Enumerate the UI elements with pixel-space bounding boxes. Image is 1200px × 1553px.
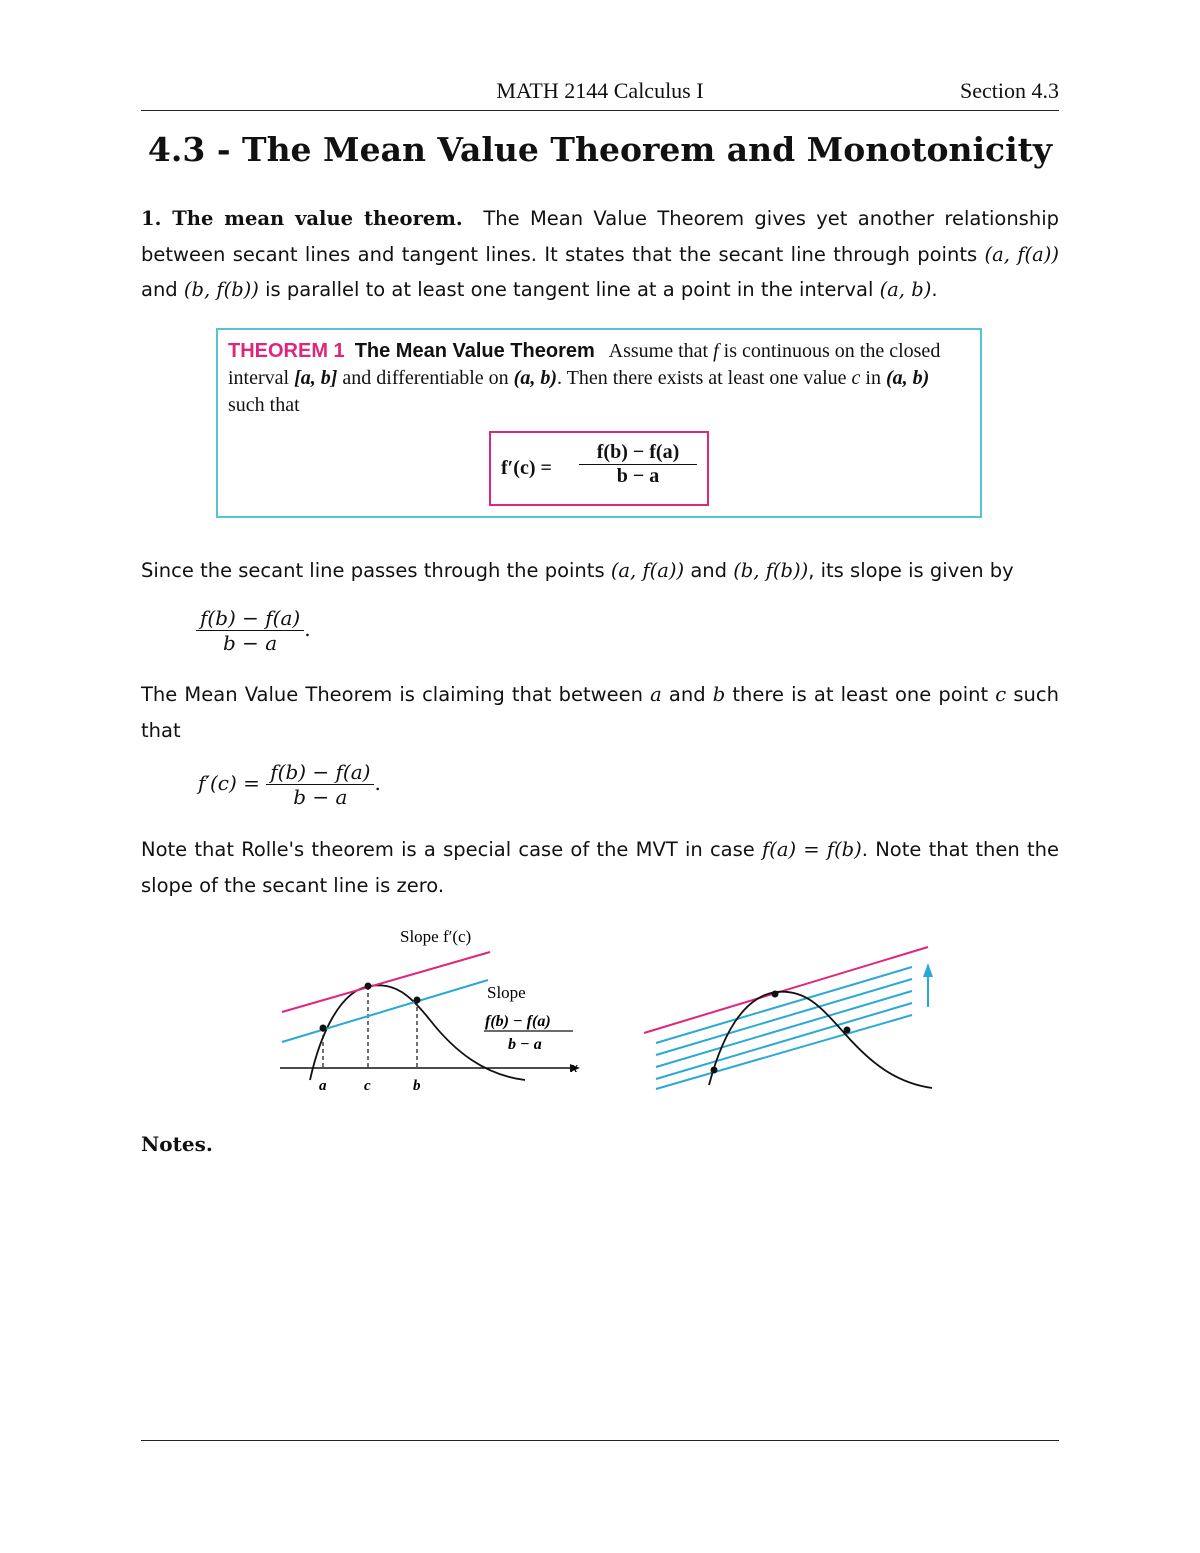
theorem-c: c — [851, 367, 861, 389]
intro-text-3: is parallel to at least one tangent line at a point in the interval — [265, 278, 874, 301]
footer-rule — [141, 1440, 1059, 1441]
x-axis-label: x — [571, 1060, 578, 1076]
slope-numerator: f(b) − f(a) — [196, 606, 304, 631]
tangent-line — [282, 952, 490, 1012]
rolle-text-2: . Note that then the slope of the secant line is zero. — [141, 838, 1059, 897]
page-title: 4.3 - The Mean Value Theorem and Monotonicity — [147, 130, 1053, 169]
theorem-formula-box — [489, 431, 709, 506]
mvt-fraction — [266, 760, 374, 809]
slope-fraction — [196, 606, 304, 655]
point-b-dot-2 — [844, 1027, 851, 1034]
point-b: (b, f(b)) — [183, 278, 259, 301]
rolle-text-1: Note that Rolle's theorem is a special case of the MVT in case — [141, 838, 755, 861]
theorem-text-1: Assume that — [608, 340, 709, 362]
shifted-secant-3 — [656, 991, 912, 1067]
slope-eq-end: . — [304, 617, 311, 641]
mvt-denominator: b − a — [293, 785, 348, 809]
mvt-eq-end: . — [374, 771, 381, 795]
header-rule — [141, 110, 1059, 111]
rolle-paragraph — [141, 832, 1059, 903]
mvt-equation — [198, 760, 381, 809]
shift-arrow-head-icon — [923, 963, 933, 977]
theorem-box — [216, 328, 982, 518]
secant-line — [282, 980, 488, 1042]
theorem-open-interval-2: (a, b) — [885, 367, 930, 389]
theorem-fraction — [579, 441, 697, 488]
point-a: (a, f(a)) — [984, 242, 1060, 266]
tick-c: c — [364, 1078, 371, 1094]
slope-text-3: , its slope is given by — [808, 559, 1014, 582]
mvt-lhs: f′(c) = — [198, 771, 260, 795]
claim-a: a — [650, 683, 662, 706]
notes-heading: Notes. — [141, 1132, 213, 1156]
theorem-numerator: f(b) − f(a) — [579, 441, 697, 465]
tick-a: a — [319, 1078, 327, 1094]
theorem-text-3: and differentiable on — [342, 367, 509, 389]
section-label: Section 4.3 — [960, 78, 1059, 103]
theorem-label: THEOREM 1 — [228, 340, 345, 362]
claim-paragraph — [141, 677, 1059, 748]
theorem-name: The Mean Value Theorem — [354, 340, 595, 362]
secant-slope-label: Slope — [487, 983, 526, 1002]
mvt-figure-right — [636, 935, 946, 1095]
shifted-secant-4 — [656, 1003, 912, 1079]
theorem-closed-interval: [a, b] — [294, 367, 338, 389]
intro-text-2: and — [141, 278, 178, 301]
point-a-dot — [320, 1025, 327, 1032]
slope-equation — [196, 606, 311, 655]
slope-text-2: and — [690, 559, 727, 582]
mvt-numerator: f(b) − f(a) — [266, 760, 374, 785]
claim-text-3: there is at least one point — [732, 683, 989, 706]
tangent-slope-label: Slope f′(c) — [400, 927, 472, 946]
theorem-text-4: . Then there exists at least one value — [556, 367, 847, 389]
claim-text-4: such that — [141, 683, 1059, 742]
shifted-secant-5 — [656, 1015, 912, 1089]
intro-text-1: The Mean Value Theorem gives yet another relationship between secant lines and tangent lines. It states that the secant line through points — [141, 207, 1059, 266]
theorem-text-6: such that — [228, 394, 300, 416]
theorem-statement — [228, 338, 970, 419]
slope-denominator: b − a — [223, 631, 278, 655]
rolle-condition: f(a) = f(b) — [762, 838, 862, 861]
theorem-text-5: in — [865, 367, 881, 389]
interval-ab: (a, b) — [879, 278, 932, 301]
point-c-dot — [365, 983, 372, 990]
claim-b: b — [712, 683, 726, 706]
theorem-open-interval: (a, b) — [513, 367, 557, 389]
intro-heading: 1. The mean value theorem. — [141, 207, 463, 230]
mvt-figure-left — [270, 920, 600, 1100]
slope-point-b: (b, f(b)) — [733, 559, 809, 582]
claim-text-2: and — [668, 683, 706, 706]
claim-text-1: The Mean Value Theorem is claiming that between — [141, 683, 643, 706]
slope-paragraph — [141, 553, 1059, 589]
tick-b: b — [413, 1078, 421, 1094]
point-a-dot-2 — [711, 1067, 718, 1074]
shifted-secant-1 — [656, 967, 912, 1043]
point-c-dot-2 — [772, 991, 779, 998]
secant-numerator: f(b) − f(a) — [485, 1013, 551, 1030]
page-header — [141, 78, 1059, 110]
slope-text-1: Since the secant line passes through the points — [141, 559, 605, 582]
intro-end: . — [931, 278, 938, 301]
theorem-text-2: is continuous on the closed interval — [228, 340, 941, 389]
intro-paragraph — [141, 201, 1059, 308]
secant-denominator: b − a — [508, 1036, 542, 1053]
point-b-dot — [414, 997, 421, 1004]
tangent-line-2 — [644, 947, 928, 1033]
theorem-denominator: b − a — [616, 465, 660, 487]
course-title: MATH 2144 Calculus I — [496, 78, 704, 103]
claim-c: c — [995, 683, 1007, 706]
theorem-f: f — [713, 340, 719, 362]
theorem-formula-lhs: f′(c) = — [501, 457, 552, 479]
slope-point-a: (a, f(a)) — [610, 559, 685, 582]
